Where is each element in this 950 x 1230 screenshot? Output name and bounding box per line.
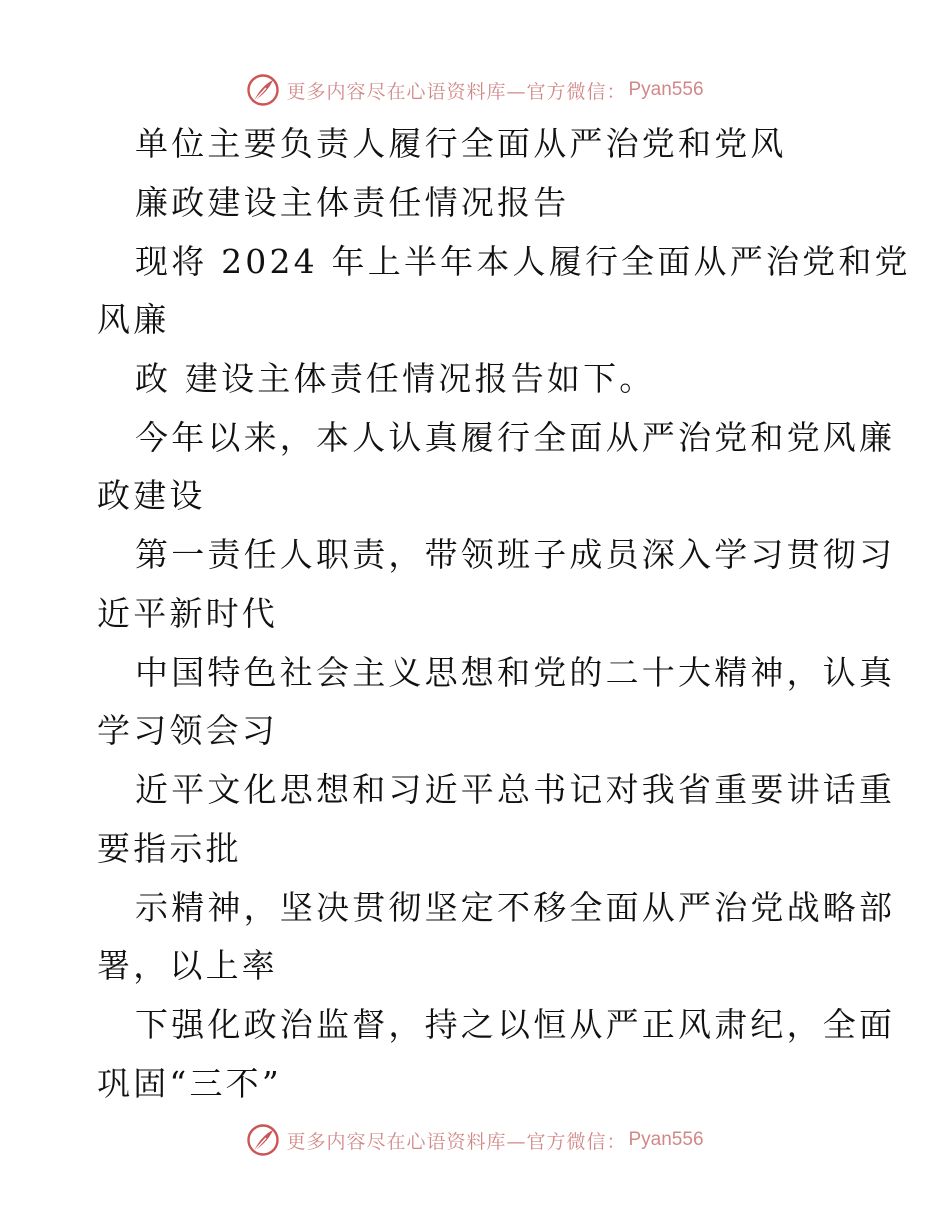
quill-pen-logo-icon [246,73,280,107]
paragraph-line: 署，以上率 [97,946,278,985]
paragraph-line: 政建设 [97,476,206,515]
paragraph-line: 下强化政治监督，持之以恒从严正风肃纪，全面 [135,1005,896,1044]
paragraph-line: 学习领会习 [97,711,278,750]
title-line-1: 单位主要负责人履行全面从严治党和党风 [135,124,787,163]
quill-pen-logo-icon [246,1123,280,1157]
paragraph-line: 风廉 [97,300,170,339]
watermark-text: 更多内容尽在心语资料库—官方微信： [286,1130,627,1153]
watermark-wechat-id: Pyan556 [628,79,704,100]
watermark-text: 更多内容尽在心语资料库—官方微信： [286,80,627,103]
paragraph-line: 今年以来，本人认真履行全面从严治党和党风廉 [135,418,896,457]
paragraph-line: 巩固“三不” [97,1064,282,1103]
watermark-header [0,70,950,110]
paragraph-line: 要指示批 [97,829,242,868]
watermark-wechat-id: Pyan556 [628,1129,704,1150]
title-line-2: 廉政建设主体责任情况报告 [135,183,570,222]
paragraph-line: 近平新时代 [97,594,278,633]
paragraph-line: 现将 2024 年上半年本人履行全面从严治党和党 [135,242,911,281]
watermark-footer [0,1120,950,1160]
paragraph-line: 示精神，坚决贯彻坚定不移全面从严治党战略部 [135,888,896,927]
paragraph-line: 第一责任人职责，带领班子成员深入学习贯彻习 [135,535,896,574]
paragraph-line: 中国特色社会主义思想和党的二十大精神，认真 [135,653,896,692]
paragraph-line: 政 建设主体责任情况报告如下。 [135,359,656,398]
paragraph-line: 近平文化思想和习近平总书记对我省重要讲话重 [135,770,896,809]
